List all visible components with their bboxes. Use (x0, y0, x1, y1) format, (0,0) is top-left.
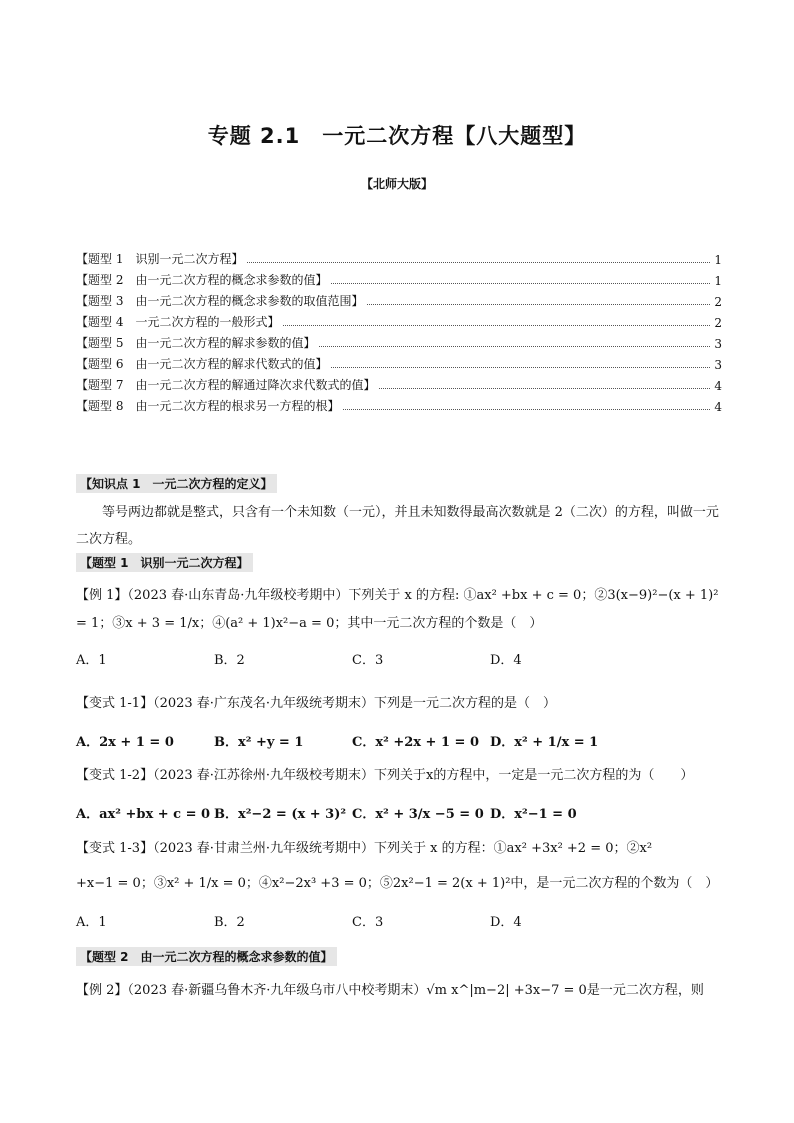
toc-leader (319, 346, 710, 347)
option-d[interactable]: D．4 (490, 915, 522, 930)
option-c[interactable]: C．x² + 3/x −5 = 0 (352, 807, 484, 822)
toc-page-number: 3 (714, 358, 722, 372)
toc-entry[interactable] (76, 393, 722, 414)
toc-label: 【题型 3 由一元二次方程的概念求参数的取值范围】 (76, 294, 364, 308)
toc-entry[interactable] (76, 288, 722, 309)
variant-1-2 (76, 765, 722, 822)
toc-label: 【题型 7 由一元二次方程的解通过降次求代数式的值】 (76, 378, 376, 392)
option-b[interactable]: B．x² +y = 1 (214, 735, 304, 750)
toc-page-number: 3 (714, 337, 722, 351)
toc-label: 【题型 6 由一元二次方程的解求代数式的值】 (76, 357, 328, 371)
knowledge-text: 等号两边都就是整式，只含有一个未知数（一元），并且未知数得最高次数就是 2（二次）的方程，叫做一元二次方程。 (76, 505, 719, 547)
toc-label: 【题型 8 由一元二次方程的根求另一方程的根】 (76, 399, 340, 413)
options-row (76, 731, 722, 750)
toc-leader (247, 262, 710, 263)
question-text: 【例 1】（2023 春·山东青岛·九年级校考期中）下列关于 x 的方程: ①ax² +bx + c = 0；②3(x−9)²−(x + 1)² (76, 588, 719, 603)
table-of-contents (76, 246, 722, 414)
example-1 (76, 585, 722, 668)
options-row (76, 803, 722, 822)
edition-subtitle: 【北师大版】 (360, 177, 433, 191)
toc-label: 【题型 2 由一元二次方程的概念求参数的值】 (76, 273, 328, 287)
page-title: 专题 2.1 一元二次方程【八大题型】 (207, 124, 587, 148)
options-row (76, 911, 722, 930)
option-b[interactable]: B．2 (214, 653, 245, 668)
toc-entry[interactable] (76, 351, 722, 372)
toc-leader (331, 367, 710, 368)
section-tag: 【题型 1 识别一元二次方程】 (76, 553, 253, 572)
toc-label: 【题型 5 由一元二次方程的解求参数的值】 (76, 336, 316, 350)
toc-label: 【题型 1 识别一元二次方程】 (76, 252, 244, 266)
toc-leader (283, 325, 710, 326)
toc-page-number: 2 (714, 316, 722, 330)
toc-page-number: 4 (714, 379, 722, 393)
toc-entry[interactable] (76, 267, 722, 288)
option-d[interactable]: D．4 (490, 653, 522, 668)
question-text: +x−1 = 0；③x² + 1/x = 0；④x²−2x³ +3 = 0；⑤2x²−1 = 2(x + 1)²中，是一元二次方程的个数为（ ） (76, 876, 719, 891)
toc-page-number: 1 (714, 253, 722, 267)
option-a[interactable]: A．1 (76, 653, 107, 668)
question-text: 【变式 1-1】（2023 春·广东茂名·九年级统考期末）下列是一元二次方程的是（ ） (76, 696, 557, 711)
toc-entry[interactable] (76, 309, 722, 330)
variant-1-1 (76, 693, 722, 750)
toc-page-number: 4 (714, 400, 722, 414)
toc-entry[interactable] (76, 246, 722, 267)
section-type-2 (76, 947, 722, 966)
option-b[interactable]: B．x²−2 = (x + 3)² (214, 807, 347, 822)
option-a[interactable]: A．ax² +bx + c = 0 (76, 807, 211, 822)
toc-leader (331, 283, 710, 284)
toc-page-number: 1 (714, 274, 722, 288)
toc-leader (367, 304, 710, 305)
toc-entry[interactable] (76, 330, 722, 351)
question-text: 【变式 1-3】（2023 春·甘肃兰州·九年级统考期中）下列关于 x 的方程：①ax² +3x² +2 = 0；②x² (76, 841, 653, 856)
example-2 (76, 980, 722, 1002)
knowledge-tag: 【知识点 1 一元二次方程的定义】 (76, 474, 277, 493)
question-text: 【变式 1-2】（2023 春·江苏徐州·九年级校考期末）下列关于x的方程中，一定是一元二次方程的为（ ） (76, 768, 694, 783)
toc-leader (343, 409, 710, 410)
option-d[interactable]: D．x²−1 = 0 (490, 807, 577, 822)
options-row (76, 649, 722, 668)
option-a[interactable]: A．2x + 1 = 0 (76, 735, 174, 750)
section-type-1 (76, 553, 722, 572)
section-tag: 【题型 2 由一元二次方程的概念求参数的值】 (76, 947, 337, 966)
question-text: = 1；③x + 3 = 1/x；④(a² + 1)x²−a = 0；其中一元二次方程的个数是（ ） (76, 616, 543, 631)
question-text: 【例 2】（2023 春·新疆乌鲁木齐·九年级乌市八中校考期末）√m x^|m−2| +3x−7 = 0是一元二次方程，则 (76, 983, 704, 998)
toc-leader (379, 388, 710, 389)
toc-label: 【题型 4 一元二次方程的一般形式】 (76, 315, 280, 329)
option-a[interactable]: A．1 (76, 915, 107, 930)
option-d[interactable]: D．x² + 1/x = 1 (490, 735, 599, 750)
option-c[interactable]: C．3 (352, 653, 384, 668)
option-b[interactable]: B．2 (214, 915, 245, 930)
toc-page-number: 2 (714, 295, 722, 309)
option-c[interactable]: C．3 (352, 915, 384, 930)
variant-1-3 (76, 838, 722, 930)
knowledge-point (76, 474, 722, 553)
toc-entry[interactable] (76, 372, 722, 393)
option-c[interactable]: C．x² +2x + 1 = 0 (352, 735, 479, 750)
